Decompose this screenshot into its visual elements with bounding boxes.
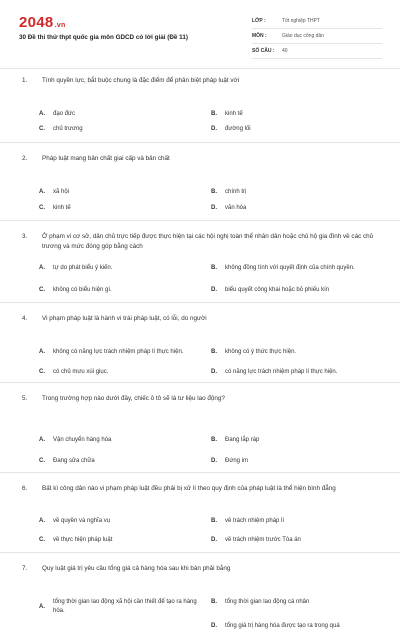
exam-info-table [252,14,382,59]
option-text: về trách nhiệm trước Tòa án [225,537,301,543]
option-text: về trách nhiệm pháp lí [225,518,285,524]
question-number: 7. [22,565,28,572]
option-text: chính trị [225,189,247,195]
question-divider [0,302,400,303]
info-row-subject [252,29,382,44]
option-letter: B. [211,437,217,443]
option-letter: A. [39,189,45,195]
info-row-class [252,14,382,29]
question-text: Trong trường hợp nào dưới đây, chiếc ô tô sẽ là tư liệu lao động? [42,395,225,402]
question-item [0,564,400,629]
page-title: 30 Đề thi thử thpt quốc gia môn GDCD có lời giải (Đề 11) [19,34,188,41]
option-letter: B. [211,599,217,605]
question-header [0,154,400,164]
question-header [0,484,400,494]
option-letter: D. [211,537,217,543]
option-letter: C. [39,458,45,464]
option-letter: B. [211,189,217,195]
question-divider [0,382,400,383]
option-letter: B. [211,518,217,524]
question-text: Pháp luật mang bản chất giai cấp và bản chất [42,155,170,162]
answer-option[interactable] [211,125,381,134]
option-letter: A. [39,111,45,117]
option-letter: A. [39,349,45,355]
option-letter: A. [39,437,45,443]
option-text: Vận chuyển hàng hóa [53,437,112,443]
option-text: văn hóa [225,205,247,211]
option-letter: C. [39,287,45,293]
option-text: chủ trương [53,126,83,132]
question-item [0,394,400,464]
option-text: không có ý thức thực hiện. [225,349,297,355]
question-item [0,484,400,543]
option-letter: D. [211,458,217,464]
option-text: tổng thời gian lao động cá nhân [225,599,310,605]
option-letter: A. [39,603,45,610]
answer-option[interactable] [39,125,199,134]
option-letter: C. [39,537,45,543]
option-text: đạo đức [53,111,76,117]
option-letter: C. [39,369,45,375]
option-letter: B. [211,349,217,355]
info-row-count [252,44,382,59]
info-key: LỚP : [252,18,266,24]
option-letter: A. [39,265,45,271]
question-text: Tính quyền lực, bắt buộc chung là đặc điểm để phân biệt pháp luật với [42,77,240,84]
question-header [0,394,400,404]
option-text: không có biểu hiện gì. [53,287,112,293]
option-text: xã hội [53,189,70,195]
question-number: 4. [22,315,28,322]
option-letter: D. [211,369,217,375]
info-value: Giáo dục công dân [282,33,324,39]
info-key: MÔN : [252,33,267,39]
answer-option[interactable] [211,457,381,466]
question-number: 2. [22,155,28,162]
answer-option[interactable] [39,286,199,295]
question-text: Bất kì công dân nào vi phạm pháp luật đều phải bị xử lí theo quy định của pháp luật là thể hiện bình đẳng [42,485,336,492]
info-value: Tốt nghiệp THPT [282,18,320,24]
question-text: Vi phạm pháp luật là hành vi trái pháp luật, có lỗi, do người [42,315,207,322]
question-number: 5. [22,395,28,402]
answer-option[interactable] [211,622,381,631]
question-divider [0,472,400,473]
answer-option[interactable] [211,536,381,545]
answer-option[interactable] [39,517,199,526]
question-number: 1. [22,77,28,84]
answer-option[interactable] [39,436,199,445]
answer-option[interactable] [39,110,199,119]
question-text: Quy luật giá trị yêu cầu tổng giá cả hàng hóa sau khi bán phải bằng [42,565,231,572]
info-value: 40 [282,48,288,54]
answer-option[interactable] [211,436,381,445]
answer-option[interactable] [211,188,381,197]
option-letter: B. [211,111,217,117]
answer-option[interactable] [39,348,199,357]
answer-option[interactable] [211,110,381,119]
option-text: biểu quyết công khai hoặc bỏ phiếu kín [225,287,330,293]
question-item [0,232,400,293]
question-divider [0,142,400,143]
question-divider [0,220,400,221]
question-number: 6. [22,485,28,492]
answer-option[interactable] [39,204,199,213]
option-text: Đứng im [225,458,249,464]
option-text: có chủ mưu xúi giục. [53,369,109,375]
option-text: Đang lắp ráp [225,437,260,443]
option-text: không có năng lực trách nhiệm pháp lí thực hiện. [53,349,184,355]
question-number: 3. [22,233,28,240]
answer-option[interactable] [211,204,381,213]
answer-option[interactable] [211,368,381,377]
answer-option[interactable] [39,264,199,273]
question-header [0,232,400,252]
option-letter: D. [211,287,217,293]
answer-option[interactable] [39,457,199,466]
answer-option[interactable] [211,264,381,273]
site-logo[interactable]: 2048.vn [19,14,66,31]
answer-option[interactable] [39,188,199,197]
question-item [0,314,400,375]
option-letter: D. [211,623,217,629]
question-item [0,76,400,132]
question-header [0,76,400,86]
option-letter: C. [39,126,45,132]
option-text: kinh tế [225,111,243,117]
question-header [0,314,400,324]
option-text: kinh tế [53,205,71,211]
answer-option[interactable] [39,536,199,545]
question-item [0,154,400,211]
option-letter: D. [211,126,217,132]
answer-option[interactable] [211,286,381,295]
answer-option[interactable] [39,598,199,616]
answer-option[interactable] [39,368,199,377]
option-text: không đồng tình với quyết định của chính quyền. [225,265,355,271]
option-text: đường lối [225,126,251,132]
question-divider [0,552,400,553]
option-text: Đang sửa chữa [53,458,95,464]
option-letter: D. [211,205,217,211]
info-key: SỐ CÂU : [252,48,275,54]
option-letter: A. [39,518,45,524]
answer-option[interactable] [211,598,381,607]
answer-option[interactable] [211,517,381,526]
document-header [0,0,400,62]
option-text: tổng thời gian lao động xã hội cần thiết để tạo ra hàng hóa. [53,599,197,614]
question-text: Ở phạm vi cơ sở, dân chủ trực tiếp được thực hiện tại các hội nghị toàn thể nhân dân hoặc chủ hộ gia đình về các chủ trương và mức đóng góp bằng cách [42,233,374,250]
answer-option[interactable] [211,348,381,357]
option-text: về thực hiện pháp luật [53,537,113,543]
question-header [0,564,400,574]
option-text: về quyền và nghĩa vụ [53,518,111,524]
option-text: tự do phát biểu ý kiến. [53,265,113,271]
option-letter: C. [39,205,45,211]
header-divider [0,68,400,69]
option-letter: B. [211,265,217,271]
option-text: có năng lực trách nhiệm pháp lí thực hiện. [225,369,338,375]
option-text: tổng giá trị hàng hóa được tạo ra trong quá [225,623,340,629]
